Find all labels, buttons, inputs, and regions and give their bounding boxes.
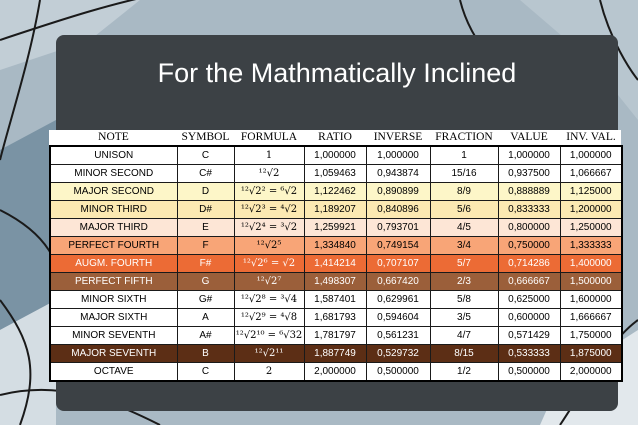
cell-inverse: 0,629961: [366, 291, 430, 309]
cell-symbol: B: [177, 345, 234, 363]
cell-formula: 2: [234, 363, 304, 382]
table-row: [50, 363, 622, 382]
table-row: [50, 291, 622, 309]
cell-inverse: 1,000000: [366, 146, 430, 165]
cell-value: 0,714286: [498, 255, 560, 273]
cell-note: MAJOR SEVENTH: [50, 345, 177, 363]
cell-symbol: F: [177, 237, 234, 255]
cell-formula: ¹²√2¹¹: [234, 345, 304, 363]
cell-inverse: 0,500000: [366, 363, 430, 382]
cell-inv-val: 1,066667: [560, 165, 622, 183]
cell-inv-val: 1,600000: [560, 291, 622, 309]
cell-formula: ¹²√2⁵: [234, 237, 304, 255]
cell-value: 0,833333: [498, 201, 560, 219]
cell-value: 0,937500: [498, 165, 560, 183]
table-row: [50, 237, 622, 255]
cell-ratio: 1,000000: [304, 146, 366, 165]
cell-inv-val: 1,125000: [560, 183, 622, 201]
table-row: [50, 309, 622, 327]
cell-fraction: 5/7: [430, 255, 498, 273]
cell-symbol: F#: [177, 255, 234, 273]
cell-formula: ¹²√2: [234, 165, 304, 183]
cell-note: MAJOR SECOND: [50, 183, 177, 201]
cell-value: 0,800000: [498, 219, 560, 237]
cell-inverse: 0,561231: [366, 327, 430, 345]
cell-ratio: 1,259921: [304, 219, 366, 237]
header-note: NOTE: [98, 131, 129, 143]
cell-symbol: C#: [177, 165, 234, 183]
cell-value: 0,500000: [498, 363, 560, 382]
header-formula: FORMULA: [240, 131, 298, 143]
cell-fraction: 3/4: [430, 237, 498, 255]
cell-ratio: 1,059463: [304, 165, 366, 183]
cell-inv-val: 1,500000: [560, 273, 622, 291]
cell-note: PERFECT FOURTH: [50, 237, 177, 255]
cell-inverse: 0,749154: [366, 237, 430, 255]
cell-symbol: D#: [177, 201, 234, 219]
header-symbol: SYMBOL: [181, 131, 230, 143]
cell-note: UNISON: [50, 146, 177, 165]
cell-note: PERFECT FIFTH: [50, 273, 177, 291]
table-row: [50, 201, 622, 219]
cell-fraction: 1/2: [430, 363, 498, 382]
cell-fraction: 15/16: [430, 165, 498, 183]
cell-formula: ¹²√2⁹ = ⁴√8: [234, 309, 304, 327]
slide-title: For the Mathmatically Inclined: [157, 58, 517, 88]
cell-inverse: 0,943874: [366, 165, 430, 183]
cell-fraction: 3/5: [430, 309, 498, 327]
table-row: [50, 255, 622, 273]
cell-inv-val: 1,333333: [560, 237, 622, 255]
header-ratio: RATIO: [318, 131, 352, 143]
cell-ratio: 1,122462: [304, 183, 366, 201]
cell-formula: ¹²√2⁴ = ³√2: [234, 219, 304, 237]
cell-note: AUGM. FOURTH: [50, 255, 177, 273]
cell-inverse: 0,793701: [366, 219, 430, 237]
cell-fraction: 5/6: [430, 201, 498, 219]
cell-inverse: 0,529732: [366, 345, 430, 363]
intervals-table: [49, 130, 621, 377]
cell-value: 0,600000: [498, 309, 560, 327]
cell-symbol: C: [177, 146, 234, 165]
cell-fraction: 4/5: [430, 219, 498, 237]
cell-value: 0,571429: [498, 327, 560, 345]
cell-inv-val: 2,000000: [560, 363, 622, 382]
cell-symbol: G: [177, 273, 234, 291]
cell-fraction: 8/9: [430, 183, 498, 201]
table-row: [50, 345, 622, 363]
table-row: [50, 146, 622, 165]
cell-note: MAJOR THIRD: [50, 219, 177, 237]
cell-inverse: 0,890899: [366, 183, 430, 201]
table-header-row: [50, 130, 622, 146]
table-row: [50, 273, 622, 291]
cell-inverse: 0,594604: [366, 309, 430, 327]
cell-fraction: 2/3: [430, 273, 498, 291]
cell-ratio: 1,334840: [304, 237, 366, 255]
cell-note: MAJOR SIXTH: [50, 309, 177, 327]
cell-formula: ¹²√2² = ⁶√2: [234, 183, 304, 201]
cell-ratio: 1,887749: [304, 345, 366, 363]
header-fraction: FRACTION: [435, 131, 493, 143]
cell-note: OCTAVE: [50, 363, 177, 382]
cell-ratio: 1,414214: [304, 255, 366, 273]
cell-fraction: 8/15: [430, 345, 498, 363]
cell-inv-val: 1,250000: [560, 219, 622, 237]
cell-note: MINOR SIXTH: [50, 291, 177, 309]
table-row: [50, 165, 622, 183]
cell-value: 0,533333: [498, 345, 560, 363]
cell-symbol: A#: [177, 327, 234, 345]
header-value: VALUE: [510, 131, 548, 143]
cell-inv-val: 1,200000: [560, 201, 622, 219]
cell-inv-val: 1,666667: [560, 309, 622, 327]
table-row: [50, 183, 622, 201]
cell-value: 1,000000: [498, 146, 560, 165]
table-row: [50, 219, 622, 237]
cell-fraction: 1: [430, 146, 498, 165]
cell-ratio: 1,189207: [304, 201, 366, 219]
cell-note: MINOR SECOND: [50, 165, 177, 183]
note-intervals-table: [49, 130, 623, 382]
cell-inverse: 0,840896: [366, 201, 430, 219]
cell-symbol: D: [177, 183, 234, 201]
cell-symbol: C: [177, 363, 234, 382]
cell-fraction: 5/8: [430, 291, 498, 309]
cell-note: MINOR SEVENTH: [50, 327, 177, 345]
cell-inv-val: 1,000000: [560, 146, 622, 165]
cell-ratio: 1,681793: [304, 309, 366, 327]
cell-ratio: 1,498307: [304, 273, 366, 291]
cell-inv-val: 1,875000: [560, 345, 622, 363]
cell-fraction: 4/7: [430, 327, 498, 345]
cell-inv-val: 1,400000: [560, 255, 622, 273]
cell-symbol: A: [177, 309, 234, 327]
cell-formula: 1: [234, 146, 304, 165]
cell-value: 0,750000: [498, 237, 560, 255]
header-inverse: INVERSE: [373, 131, 423, 143]
cell-symbol: G#: [177, 291, 234, 309]
cell-formula: ¹²√2³ = ⁴√2: [234, 201, 304, 219]
cell-value: 0,888889: [498, 183, 560, 201]
cell-symbol: E: [177, 219, 234, 237]
cell-inverse: 0,707107: [366, 255, 430, 273]
cell-inv-val: 1,750000: [560, 327, 622, 345]
cell-formula: ¹²√2⁶ = √2: [234, 255, 304, 273]
cell-value: 0,666667: [498, 273, 560, 291]
cell-ratio: 1,587401: [304, 291, 366, 309]
cell-value: 0,625000: [498, 291, 560, 309]
cell-formula: ¹²√2⁷: [234, 273, 304, 291]
cell-note: MINOR THIRD: [50, 201, 177, 219]
cell-formula: ¹²√2¹⁰ = ⁶√32: [234, 327, 304, 345]
cell-formula: ¹²√2⁸ = ³√4: [234, 291, 304, 309]
cell-ratio: 1,781797: [304, 327, 366, 345]
cell-inverse: 0,667420: [366, 273, 430, 291]
header-inv-val: INV. VAL.: [566, 131, 616, 143]
cell-ratio: 2,000000: [304, 363, 366, 382]
table-row: [50, 327, 622, 345]
